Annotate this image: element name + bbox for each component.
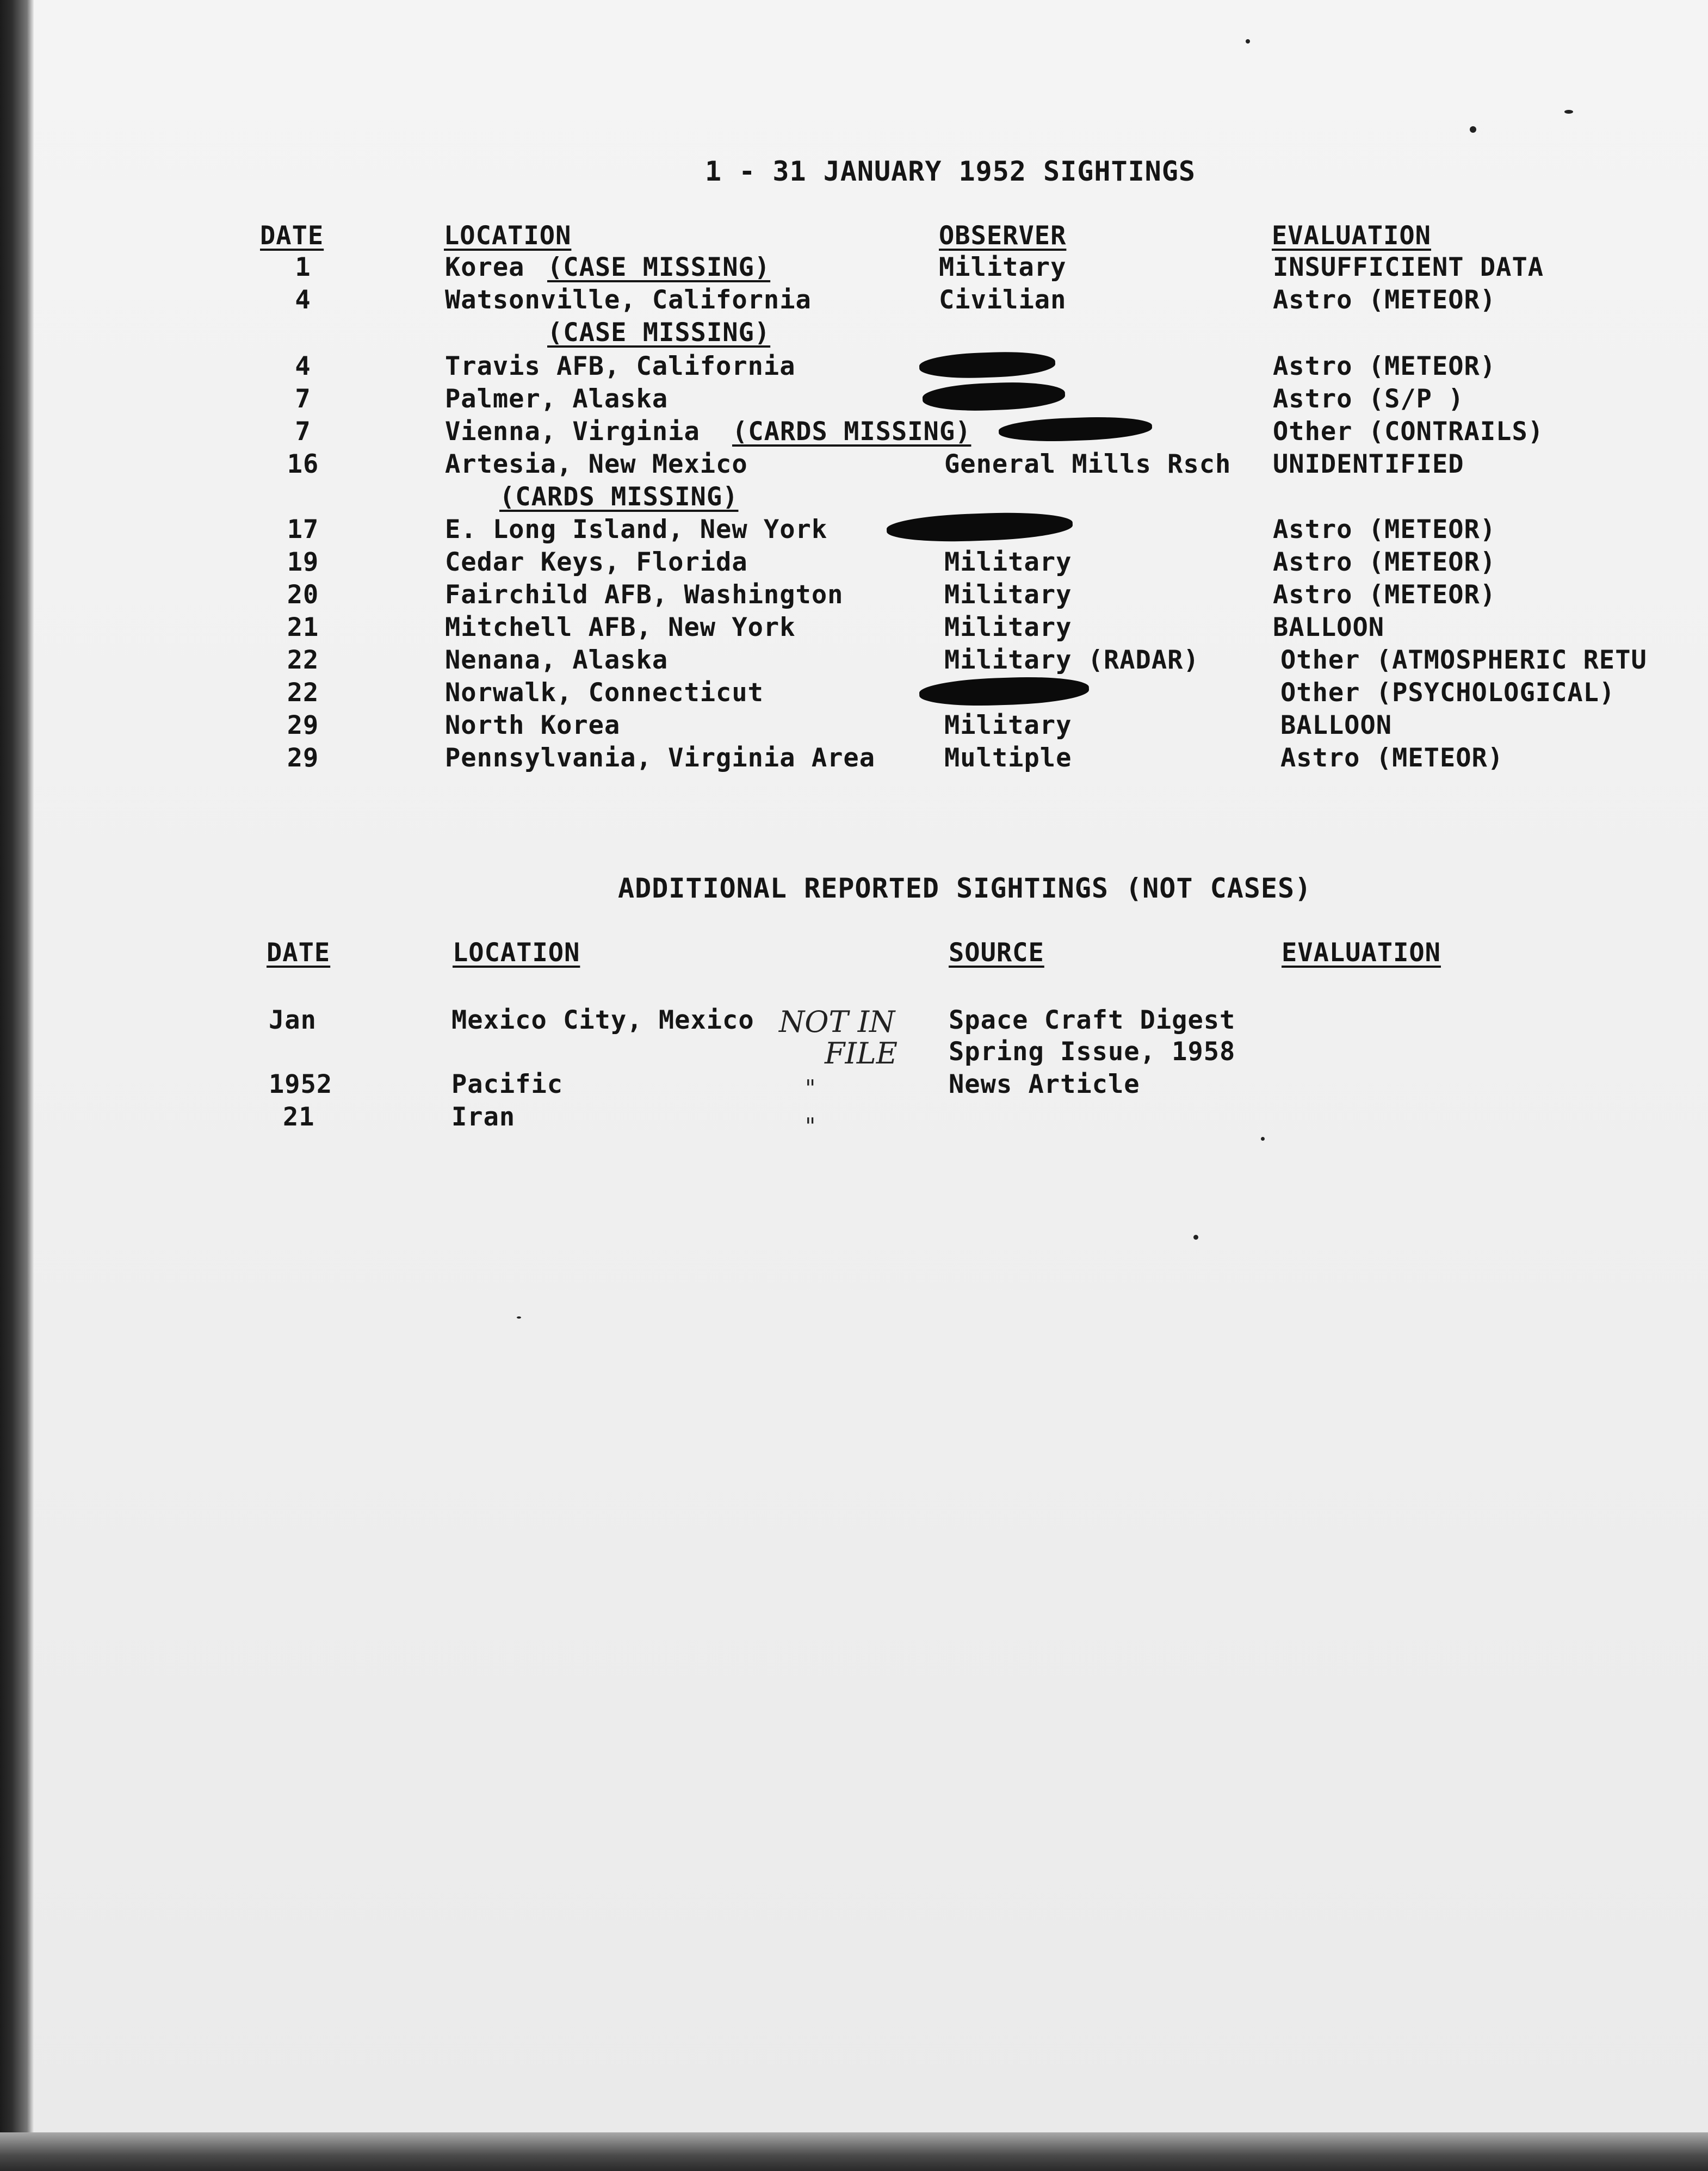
row-evaluation: UNIDENTIFIED [1273,449,1464,479]
row-date: 22 [287,645,319,675]
row-location: Artesia, New Mexico [445,449,748,479]
row-evaluation: Astro (S/P ) [1273,384,1464,414]
speck [1261,1137,1265,1141]
additional-location: Mexico City, Mexico [451,1005,754,1035]
row-observer: Military [944,547,1072,577]
speck [517,1316,521,1319]
scan-left-edge [0,0,34,2171]
row-date: 4 [295,351,311,381]
header-evaluation: EVALUATION [1272,221,1431,251]
row-location: Palmer, Alaska [445,384,669,414]
row-observer: General Mills Rsch [944,449,1232,479]
row-evaluation: Astro (METEOR) [1280,743,1504,773]
additional-header-source: SOURCE [949,938,1044,968]
row-date: 29 [287,743,319,773]
row-date: 16 [287,449,319,479]
row-date: 4 [295,285,311,315]
header-location: LOCATION [444,221,572,251]
row-date: 19 [287,547,319,577]
row-date: 7 [295,384,311,414]
row-date: 21 [287,613,319,642]
row-location: Pennsylvania, Virginia Area [445,743,876,773]
row-observer: Military [939,252,1067,282]
additional-header-date: DATE [267,938,331,968]
row-location: Norwalk, Connecticut [445,678,764,708]
ditto-mark: " [805,1075,816,1102]
row-location: Travis AFB, California [445,351,796,381]
header-date: DATE [260,221,324,251]
additional-source: Spring Issue, 1958 [949,1037,1236,1067]
header-observer: OBSERVER [939,221,1067,251]
handwritten-note: FILE [825,1036,898,1071]
row-location: Cedar Keys, Florida [445,547,748,577]
additional-header-evaluation: EVALUATION [1282,938,1441,968]
row-location: Watsonville, California [445,285,812,315]
row-location-note: (CASE MISSING) [547,318,771,348]
handwritten-note: NOT IN [779,1005,895,1039]
row-date: 22 [287,678,319,708]
row-location: Vienna, Virginia [445,417,700,447]
row-evaluation: Other (PSYCHOLOGICAL) [1280,678,1616,708]
row-evaluation: Astro (METEOR) [1273,547,1496,577]
row-evaluation: Other (CONTRAILS) [1273,417,1544,447]
row-date: 29 [287,710,319,740]
row-evaluation: BALLOON [1280,710,1393,740]
speck [1246,39,1250,44]
additional-source: Space Craft Digest [949,1005,1236,1035]
row-date: 1 [295,252,311,282]
row-evaluation: Astro (METEOR) [1273,351,1496,381]
ditto-mark: " [805,1113,816,1140]
row-location: E. Long Island, New York [445,515,828,545]
speck [1193,1235,1198,1240]
additional-location: Pacific [451,1069,564,1099]
row-location-note: (CARDS MISSING) [499,482,739,512]
row-observer: Multiple [944,743,1072,773]
row-evaluation: BALLOON [1273,613,1385,642]
row-observer: Military [944,580,1072,610]
speck [1470,126,1476,133]
additional-title: ADDITIONAL REPORTED SIGHTINGS (NOT CASES) [618,873,1312,904]
row-date: 20 [287,580,319,610]
row-observer: Civilian [939,285,1067,315]
row-observer: Military [944,710,1072,740]
row-location-note: (CARDS MISSING) [732,417,971,447]
row-observer: Military [944,613,1072,642]
additional-source: News Article [949,1069,1140,1099]
row-location: Nenana, Alaska [445,645,669,675]
row-location: Mitchell AFB, New York [445,613,796,642]
additional-location: Iran [451,1102,516,1132]
speck [1564,110,1573,114]
row-location: Korea [445,252,525,282]
row-evaluation: Other (ATMOSPHERIC RETU [1280,645,1647,675]
additional-date: Jan [269,1005,317,1035]
row-location: Fairchild AFB, Washington [445,580,844,610]
additional-header-location: LOCATION [453,938,580,968]
row-evaluation: Astro (METEOR) [1273,580,1496,610]
row-location-note: (CASE MISSING) [547,252,771,282]
additional-date: 21 [283,1102,315,1132]
row-observer: Military (RADAR) [944,645,1199,675]
row-location: North Korea [445,710,621,740]
row-date: 17 [287,515,319,545]
row-date: 7 [295,417,311,447]
page-title: 1 - 31 JANUARY 1952 SIGHTINGS [705,156,1196,187]
additional-date: 1952 [269,1069,333,1099]
row-evaluation: Astro (METEOR) [1273,285,1496,315]
scan-bottom-edge [0,2132,1708,2171]
row-evaluation: INSUFFICIENT DATA [1273,252,1544,282]
row-evaluation: Astro (METEOR) [1273,515,1496,545]
